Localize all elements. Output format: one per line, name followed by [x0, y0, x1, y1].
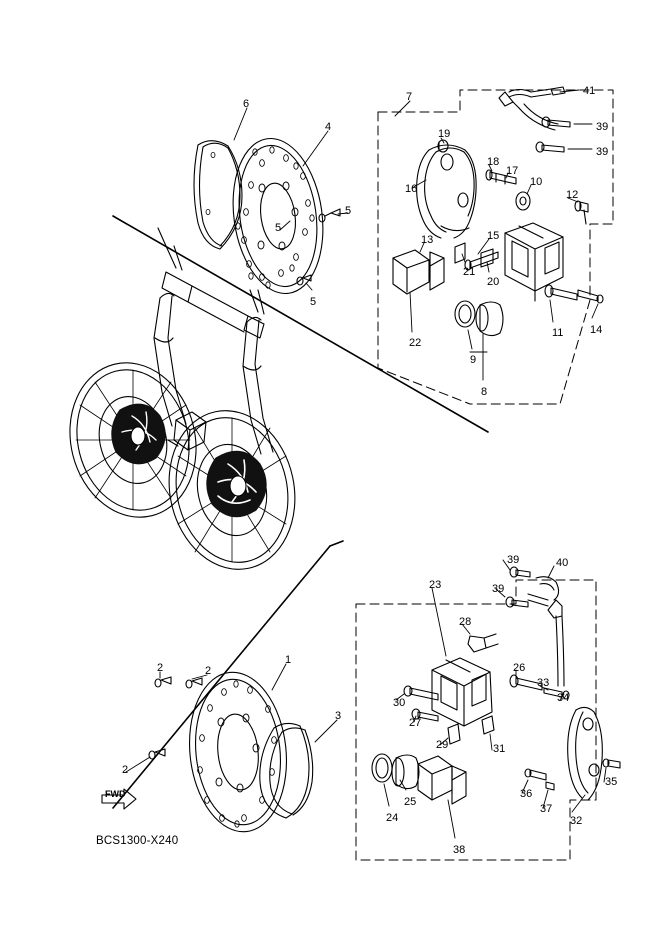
callout-11: 11: [552, 327, 564, 339]
callout-23: 23: [429, 579, 442, 591]
callout-15: 15: [487, 230, 500, 242]
front-caliper-group: [378, 87, 613, 404]
callout-16: 16: [405, 183, 418, 195]
callout-5-c: 5: [310, 296, 317, 308]
callout-34: 34: [557, 692, 570, 704]
callout-28: 28: [459, 616, 472, 628]
callout-27: 27: [409, 717, 422, 729]
part-code-label: BCS1300-X240: [96, 835, 179, 847]
callout-2-a: 2: [157, 662, 164, 674]
fwd-direction-label: FWD: [105, 789, 126, 799]
callout-39-c: 39: [507, 554, 520, 566]
callout-5-a: 5: [345, 205, 352, 217]
callout-40: 40: [556, 557, 569, 569]
callout-2-b: 2: [205, 665, 212, 677]
callout-8: 8: [481, 386, 488, 398]
leader-lines: [126, 90, 609, 838]
callout-41: 41: [583, 85, 596, 97]
callout-38: 38: [453, 844, 466, 856]
callout-30: 30: [393, 697, 406, 709]
callout-32: 32: [570, 815, 583, 827]
callout-7: 7: [406, 91, 413, 103]
callout-12: 12: [566, 189, 579, 201]
callout-29: 29: [436, 739, 449, 751]
callout-24: 24: [386, 812, 399, 824]
callout-22: 22: [409, 337, 422, 349]
callout-26: 26: [513, 662, 526, 674]
callout-6: 6: [243, 98, 250, 110]
callout-5-b: 5: [275, 222, 282, 234]
callout-20: 20: [487, 276, 500, 288]
callout-31: 31: [493, 743, 506, 755]
callout-2-c: 2: [122, 764, 129, 776]
callout-33: 33: [537, 677, 550, 689]
rear-brake-disc-assembly: [102, 667, 313, 836]
callout-3: 3: [335, 710, 342, 722]
callout-17: 17: [506, 165, 519, 177]
callout-14: 14: [590, 324, 603, 336]
callout-13: 13: [421, 234, 434, 246]
callout-1: 1: [285, 654, 292, 666]
callout-25: 25: [404, 796, 417, 808]
callout-9: 9: [470, 354, 477, 366]
callout-36: 36: [520, 788, 533, 800]
callout-10: 10: [530, 176, 543, 188]
callout-21: 21: [463, 266, 476, 278]
callout-35: 35: [605, 776, 618, 788]
callout-19: 19: [438, 128, 451, 140]
callout-39-b: 39: [596, 146, 609, 158]
callout-18: 18: [487, 156, 500, 168]
callout-39-d: 39: [492, 583, 505, 595]
motorcycle-front-end-illustration: [54, 228, 309, 581]
callout-39-a: 39: [596, 121, 609, 133]
callout-4: 4: [325, 121, 332, 133]
callout-37: 37: [540, 803, 553, 815]
